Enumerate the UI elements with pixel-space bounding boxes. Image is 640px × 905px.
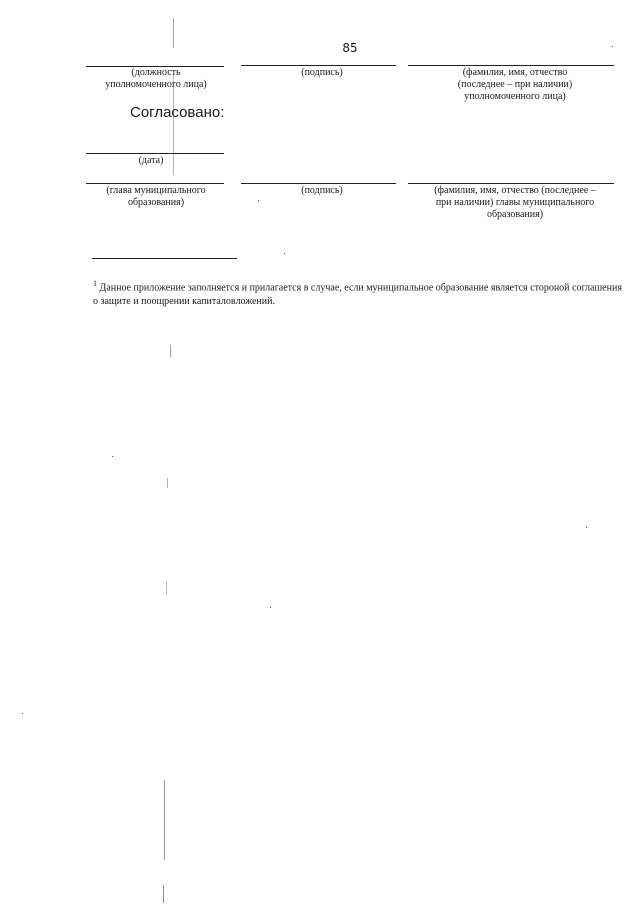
date-caption: (дата) xyxy=(138,155,164,166)
scan-speck xyxy=(112,456,113,457)
scan-fold-mark xyxy=(170,345,171,357)
scan-speck xyxy=(612,46,613,47)
scan-speck xyxy=(270,607,271,608)
head-signature-caption: (подпись) xyxy=(301,185,343,196)
position-caption: (должность уполномоченного лица) xyxy=(105,67,207,90)
agreed-heading: Согласовано: xyxy=(130,104,225,121)
signature-caption: (подпись) xyxy=(301,67,343,78)
name-caption: (фамилия, имя, отчество (последнее – при наличии) уполномоченного лица) xyxy=(457,67,573,102)
head-name-caption: (фамилия, имя, отчество (последнее – при наличии) главы муниципального образования) xyxy=(434,185,596,220)
scan-speck xyxy=(258,200,259,201)
scan-fold-mark xyxy=(163,885,164,903)
signature-line xyxy=(241,65,396,66)
footnote-marker: 1 xyxy=(93,279,97,288)
scan-fold-mark xyxy=(173,18,174,48)
head-position-line xyxy=(86,183,224,184)
scan-fold-mark xyxy=(167,478,168,488)
scan-fold-mark xyxy=(166,582,167,594)
head-position-caption: (глава муниципального образования) xyxy=(106,185,206,208)
page-number: 85 xyxy=(342,41,358,55)
footnote-separator xyxy=(92,258,237,259)
footnote-text: Данное приложение заполняется и прилагается в случае, если муниципальное образование является стороной соглашения о защите и поощрении капиталовложений. xyxy=(93,282,622,308)
scan-fold-mark xyxy=(173,75,174,175)
head-name-line xyxy=(408,183,614,184)
scan-speck xyxy=(284,253,285,254)
footnote xyxy=(93,277,623,309)
name-line xyxy=(408,65,614,66)
scan-speck xyxy=(586,527,587,528)
scan-speck xyxy=(22,713,23,714)
scan-fold-mark xyxy=(164,780,165,860)
date-line xyxy=(86,153,224,154)
head-signature-line xyxy=(241,183,396,184)
